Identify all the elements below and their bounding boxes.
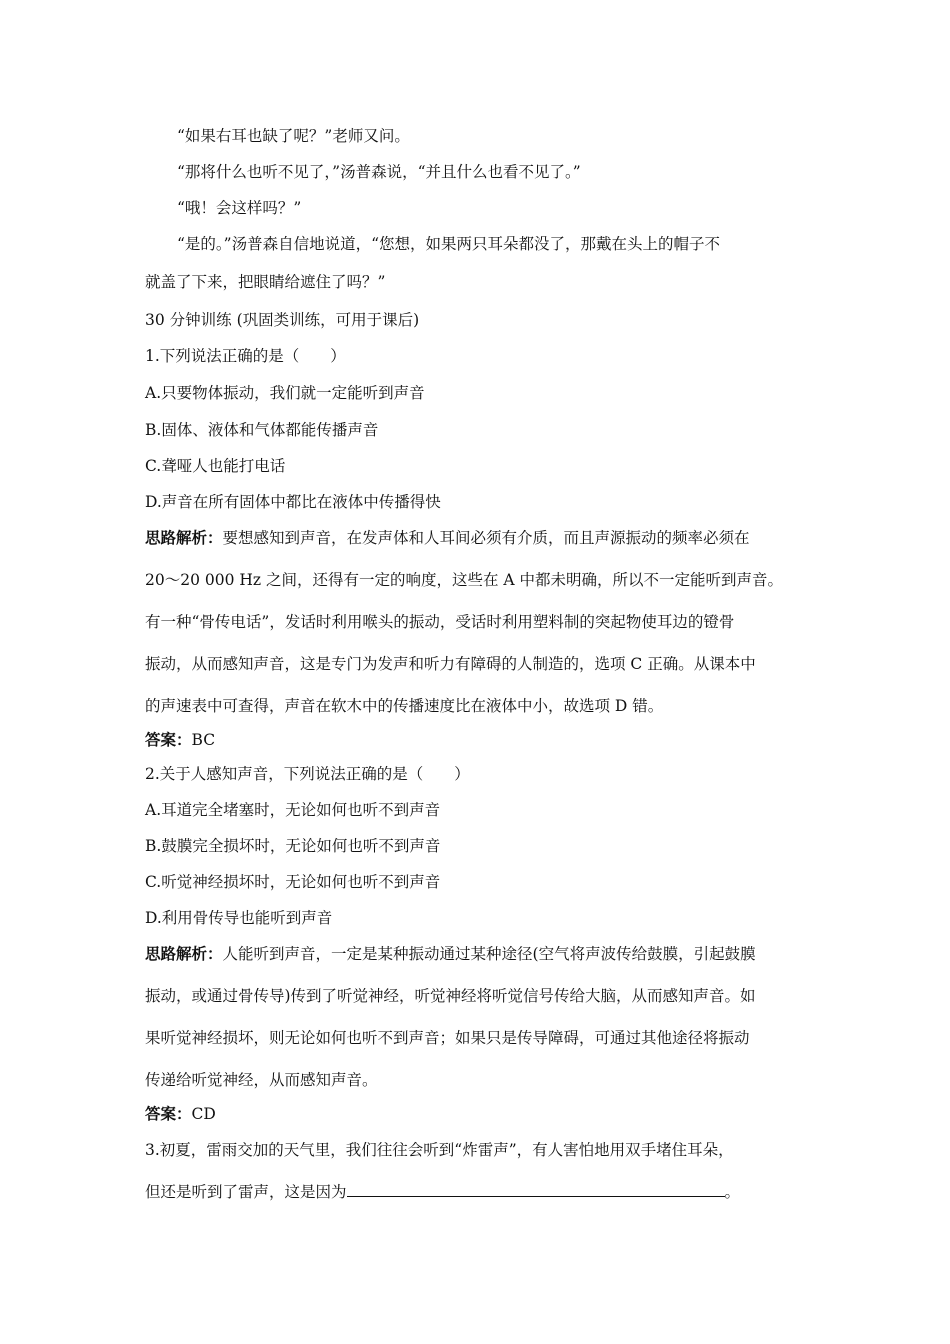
q2-analysis-label: 思路解析： — [145, 945, 223, 963]
q2-stem: 2.关于人感知声音，下列说法正确的是（ ） — [145, 765, 470, 783]
q1-answer-label: 答案： — [145, 731, 192, 749]
story-line-2: “那将什么也听不见了，”汤普森说，“并且什么也看不见了。” — [177, 163, 581, 181]
q1-analysis-line-4: 振动，从而感知声音，这是专门为发声和听力有障碍的人制造的，选项 C 正确。从课本中 — [145, 655, 756, 673]
q2-answer-value: CD — [191, 1105, 216, 1123]
q1-analysis-line-2: 20～20 000 Hz 之间，还得有一定的响度，这些在 A 中都未明确，所以不一定能听到声音。 — [145, 571, 784, 589]
story-line-3: “哦！会这样吗？” — [177, 199, 302, 217]
q2-answer — [145, 1104, 216, 1124]
q1-analysis-line-1 — [145, 528, 750, 548]
q1-answer — [145, 730, 215, 750]
q2-analysis-line-2: 振动，或通过骨传导)传到了听觉神经，听觉神经将听觉信号传给大脑，从而感知声音。如 — [145, 987, 756, 1005]
q2-analysis-text-1: 人能听到声音，一定是某种振动通过某种途径(空气将声波传给鼓膜，引起鼓膜 — [222, 945, 756, 963]
q2-option-d: D.利用骨传导也能听到声音 — [145, 909, 333, 927]
q3-line-2-suffix: 。 — [724, 1183, 741, 1201]
q1-analysis-label: 思路解析： — [145, 529, 223, 547]
q2-analysis-line-1 — [145, 944, 756, 964]
q2-option-a: A.耳道完全堵塞时，无论如何也听不到声音 — [145, 801, 441, 819]
q3-answer-blank[interactable] — [347, 1182, 725, 1197]
q1-answer-value: BC — [191, 731, 216, 749]
story-line-4: “是的。”汤普森自信地说道，“您想，如果两只耳朵都没了，那戴在头上的帽子不 — [177, 235, 721, 253]
q1-option-d: D.声音在所有固体中都比在液体中传播得快 — [145, 493, 441, 511]
q1-analysis-line-3: 有一种“骨传电话”，发话时利用喉头的振动，受话时利用塑料制的突起物使耳边的镫骨 — [145, 613, 735, 631]
story-line-1: “如果右耳也缺了呢？”老师又问。 — [177, 127, 410, 145]
q2-analysis-line-4: 传递给听觉神经，从而感知声音。 — [145, 1071, 378, 1089]
section-title: 30 分钟训练 (巩固类训练，可用于课后) — [145, 311, 420, 329]
q3-line-1: 3.初夏，雷雨交加的天气里，我们往往会听到“炸雷声”，有人害怕地用双手堵住耳朵， — [145, 1141, 734, 1159]
q2-answer-label: 答案： — [145, 1105, 192, 1123]
q1-option-c: C.聋哑人也能打电话 — [145, 457, 286, 475]
q2-analysis-line-3: 果听觉神经损坏，则无论如何也听不到声音；如果只是传导障碍，可通过其他途径将振动 — [145, 1029, 750, 1047]
q3-line-2-prefix: 但还是听到了雷声，这是因为 — [145, 1183, 347, 1201]
story-line-5: 就盖了下来，把眼睛给遮住了吗？” — [145, 273, 386, 291]
q1-option-a: A.只要物体振动，我们就一定能听到声音 — [145, 384, 425, 402]
q1-stem: 1.下列说法正确的是（ ） — [145, 347, 346, 365]
q1-option-b: B.固体、液体和气体都能传播声音 — [145, 421, 379, 439]
q3-line-2 — [145, 1182, 740, 1202]
q1-analysis-text-1: 要想感知到声音，在发声体和人耳间必须有介质，而且声源振动的频率必须在 — [222, 529, 750, 547]
q1-analysis-line-5: 的声速表中可查得，声音在软木中的传播速度比在液体中小，故选项 D 错。 — [145, 697, 664, 715]
q2-option-b: B.鼓膜完全损坏时，无论如何也听不到声音 — [145, 837, 441, 855]
q2-option-c: C.听觉神经损坏时，无论如何也听不到声音 — [145, 873, 441, 891]
